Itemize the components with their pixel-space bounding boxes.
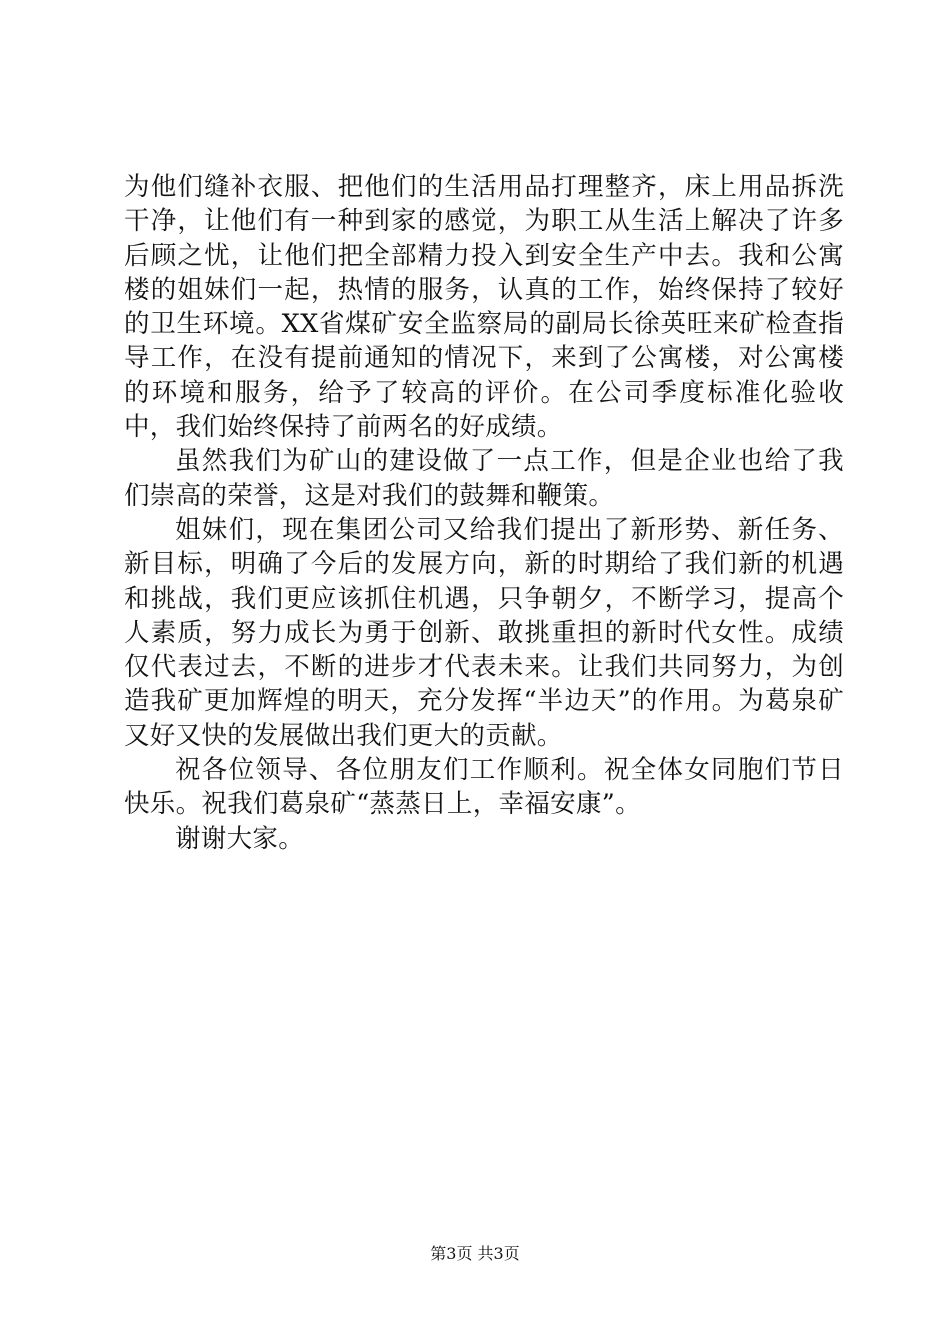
paragraph-5: 谢谢大家。: [175, 823, 305, 854]
page-number-footer: 第3页 共3页: [430, 1244, 520, 1263]
paragraph-4: 祝各位领导、各位朋友们工作顺利。祝全体女同胞们节日快乐。祝我们葛泉矿“蒸蒸日上，幸福安康”。: [124, 755, 844, 820]
document-body: [124, 170, 844, 856]
paragraph-3: 姐妹们，现在集团公司又给我们提出了新形势、新任务、新目标，明确了今后的发展方向，新的时期给了我们新的机遇和挑战，我们更应该抓住机遇，只争朝夕，不断学习，提高个人素质，努力成长为勇于创新、敢挑重担的新时代女性。成绩仅代表过去，不断的进步才代表未来。让我们共同努力，为创造我矿更加辉煌的明天，充分发挥“半边天”的作用。为葛泉矿又好又快的发展做出我们更大的贡献。: [124, 514, 844, 751]
paragraph-1: 为他们缝补衣服、把他们的生活用品打理整齐，床上用品拆洗干净，让他们有一种到家的感觉，为职工从生活上解决了许多后顾之忧，让他们把全部精力投入到安全生产中去。我和公寓楼的姐妹们一起，热情的服务，认真的工作，始终保持了较好的卫生环境。XX省煤矿安全监察局的副局长徐英旺来矿检查指导工作，在没有提前通知的情况下，来到了公寓楼，对公寓楼的环境和服务，给予了较高的评价。在公司季度标准化验收中，我们始终保持了前两名的好成绩。: [124, 172, 844, 443]
paragraph-2: 虽然我们为矿山的建设做了一点工作，但是企业也给了我们崇高的荣誉，这是对我们的鼓舞和鞭策。: [124, 446, 844, 511]
